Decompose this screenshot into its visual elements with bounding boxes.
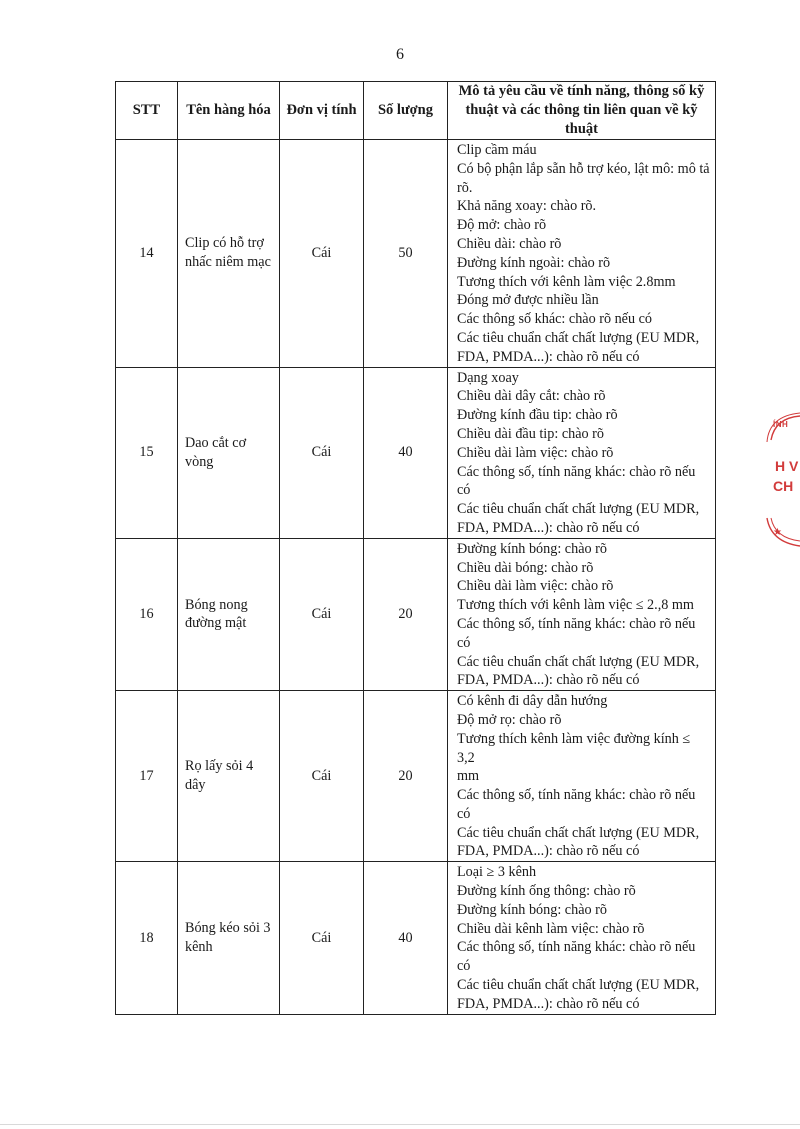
spec-table (115, 81, 716, 1015)
description-line: Chiều dài làm việc: chào rõ (457, 578, 614, 595)
cell-item-name: Dao cắt cơ vòng (178, 367, 280, 538)
cell-description (448, 140, 716, 368)
description-line: Các tiêu chuẩn chất chất lượng (EU MDR, (457, 501, 700, 518)
description-line: FDA, PMDA...): chào rõ nếu có (457, 995, 640, 1012)
description-line: Clip cầm máu (457, 142, 537, 158)
description-line: Các tiêu chuẩn chất chất lượng (EU MDR, (457, 653, 700, 670)
description-line: Tương thích với kênh làm việc ≤ 2.,8 mm (457, 597, 694, 614)
header-unit: Đơn vị tính (280, 82, 364, 140)
description-line: Tương thích với kênh làm việc 2.8mm (457, 273, 676, 290)
description-line: Chiều dài dây cắt: chào rõ (457, 388, 606, 405)
description-line: Khả năng xoay: chào rõ. (457, 198, 597, 215)
description-line: Chiều dài đầu tip: chào rõ (457, 425, 604, 442)
description-line: Các tiêu chuẩn chất chất lượng (EU MDR, (457, 977, 700, 994)
cell-item-name: Bóng kéo sỏi 3 kênh (178, 862, 280, 1014)
table-row (116, 862, 716, 1014)
header-qty: Số lượng (364, 82, 448, 140)
cell-stt: 15 (116, 367, 178, 538)
description-line: Chiều dài: chào rõ (457, 235, 562, 252)
table-row (116, 691, 716, 862)
cell-stt: 17 (116, 691, 178, 862)
stamp-star-icon: ★ (773, 527, 782, 538)
description-line: mm (457, 768, 480, 785)
description-line: Đường kính ngoài: chào rõ (457, 254, 611, 271)
stamp-text-top: ÍNH (773, 420, 789, 429)
description-line: Các thông số, tính năng khác: chào rõ nếu có (457, 939, 696, 975)
header-desc: Mô tả yêu cầu về tính năng, thông số kỹ thuật và các thông tin liên quan về kỹ thuật (448, 82, 716, 140)
description-line: Tương thích kênh làm việc đường kính ≤ 3,2 (457, 730, 691, 766)
description-line: Loại ≥ 3 kênh (457, 864, 537, 881)
cell-quantity: 40 (364, 862, 448, 1014)
table-body (116, 140, 716, 1015)
description-line: Đường kính bóng: chào rõ (457, 901, 607, 918)
cell-stt: 14 (116, 140, 178, 368)
cell-unit: Cái (280, 140, 364, 368)
cell-item-name: Rọ lấy sỏi 4 dây (178, 691, 280, 862)
description-line: Đường kính bóng: chào rõ (457, 540, 607, 557)
description-line: Đường kính ống thông: chào rõ (457, 883, 636, 900)
description-line: Đường kính đầu tip: chào rõ (457, 407, 618, 424)
stamp-text-middle: H V (775, 458, 799, 474)
description-line: Chiều dài làm việc: chào rõ (457, 444, 614, 461)
description-line: FDA, PMDA...): chào rõ nếu có (457, 348, 640, 365)
table-row (116, 140, 716, 368)
cell-quantity: 20 (364, 538, 448, 690)
description-line: Đóng mở được nhiều lần (457, 292, 599, 309)
cell-description (448, 691, 716, 862)
table-row (116, 538, 716, 690)
cell-quantity: 40 (364, 367, 448, 538)
description-line: FDA, PMDA...): chào rõ nếu có (457, 672, 640, 689)
description-line: Các thông số khác: chào rõ nếu có (457, 311, 653, 328)
table-header-row (116, 82, 716, 140)
cell-stt: 18 (116, 862, 178, 1014)
cell-description (448, 538, 716, 690)
description-line: Các thông số, tính năng khác: chào rõ nếu có (457, 463, 696, 499)
cell-item-name: Clip có hỗ trợ nhấc niêm mạc (178, 140, 280, 368)
stamp-fragment (765, 410, 800, 550)
cell-unit: Cái (280, 367, 364, 538)
cell-quantity: 50 (364, 140, 448, 368)
cell-item-name: Bóng nong đường mật (178, 538, 280, 690)
header-stt: STT (116, 82, 178, 140)
description-line: Có bộ phận lắp sẵn hỗ trợ kéo, lật mô: mô tả (457, 160, 710, 177)
bottom-scan-edge (0, 1124, 800, 1125)
description-line: Có kênh đi dây dẫn hướng (457, 693, 608, 710)
table-row (116, 367, 716, 538)
description-line: Các tiêu chuẩn chất chất lượng (EU MDR, (457, 824, 700, 841)
description-line: Chiều dài kênh làm việc: chào rõ (457, 920, 645, 937)
cell-description (448, 862, 716, 1014)
header-name: Tên hàng hóa (178, 82, 280, 140)
description-line: Các tiêu chuẩn chất chất lượng (EU MDR, (457, 329, 700, 346)
description-line: Dạng xoay (457, 369, 519, 386)
cell-unit: Cái (280, 862, 364, 1014)
description-line: Các thông số, tính năng khác: chào rõ nếu có (457, 615, 696, 651)
description-line: Các thông số, tính năng khác: chào rõ nếu có (457, 787, 696, 822)
description-line: FDA, PMDA...): chào rõ nếu có (457, 843, 640, 860)
description-line: FDA, PMDA...): chào rõ nếu có (457, 519, 640, 536)
stamp-text-bottom: CH (773, 478, 794, 494)
cell-unit: Cái (280, 691, 364, 862)
page-number: 6 (396, 46, 404, 63)
cell-unit: Cái (280, 538, 364, 690)
description-line: Độ mở: chào rõ (457, 217, 547, 234)
description-line: rõ. (457, 179, 473, 196)
cell-quantity: 20 (364, 691, 448, 862)
cell-stt: 16 (116, 538, 178, 690)
description-line: Độ mở rọ: chào rõ (457, 711, 562, 728)
cell-description (448, 367, 716, 538)
description-line: Chiều dài bóng: chào rõ (457, 559, 594, 576)
